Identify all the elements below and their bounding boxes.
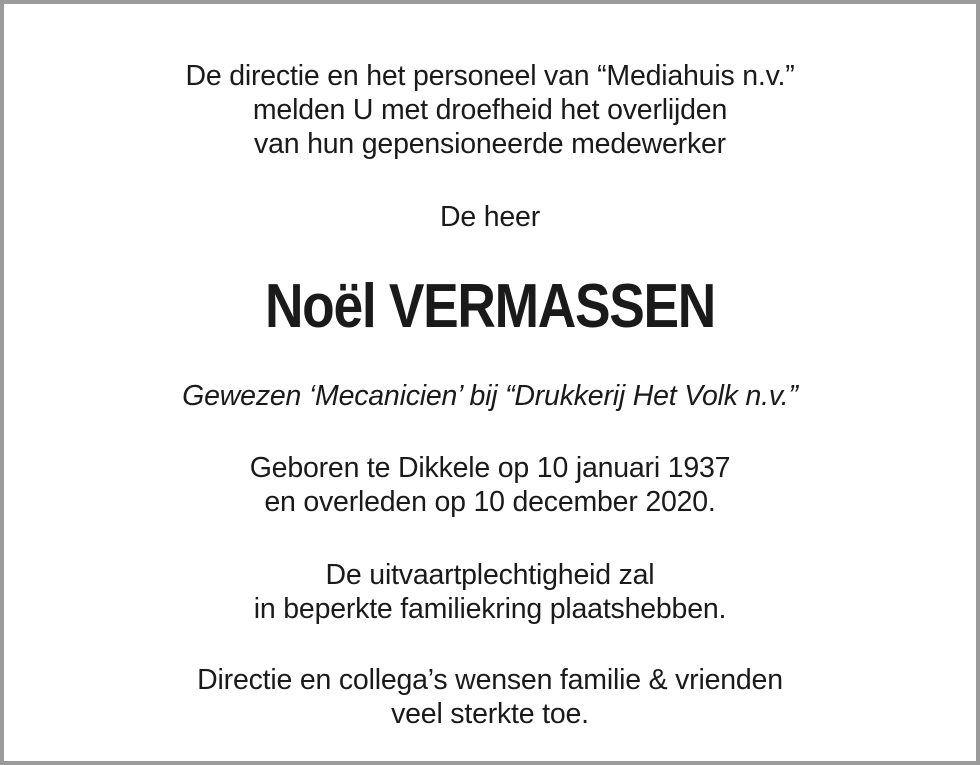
closing-line-2: veel sterkte toe. bbox=[391, 698, 589, 730]
deceased-name: Noël VERMASSEN bbox=[264, 272, 716, 341]
funeral-line-1: De uitvaartplechtigheid zal bbox=[325, 559, 655, 591]
birth-date-line: Geboren te Dikkele op 10 januari 1937 bbox=[249, 452, 731, 484]
intro-line-1: De directie en het personeel van “Mediahuis n.v.” bbox=[185, 60, 795, 92]
intro-line-3: van hun gepensioneerde medewerker bbox=[254, 128, 726, 160]
occupation-line: Gewezen ‘Mecanicien’ bij “Drukkerij Het Volk n.v.” bbox=[182, 380, 798, 412]
death-date-line: en overleden op 10 december 2020. bbox=[264, 486, 716, 518]
funeral-line-2: in beperkte familiekring plaatshebben. bbox=[253, 593, 727, 625]
closing-line-1: Directie en collega’s wensen familie & vrienden bbox=[197, 664, 783, 696]
intro-line-2: melden U met droefheid het overlijden bbox=[252, 94, 728, 126]
salutation: De heer bbox=[440, 201, 540, 233]
